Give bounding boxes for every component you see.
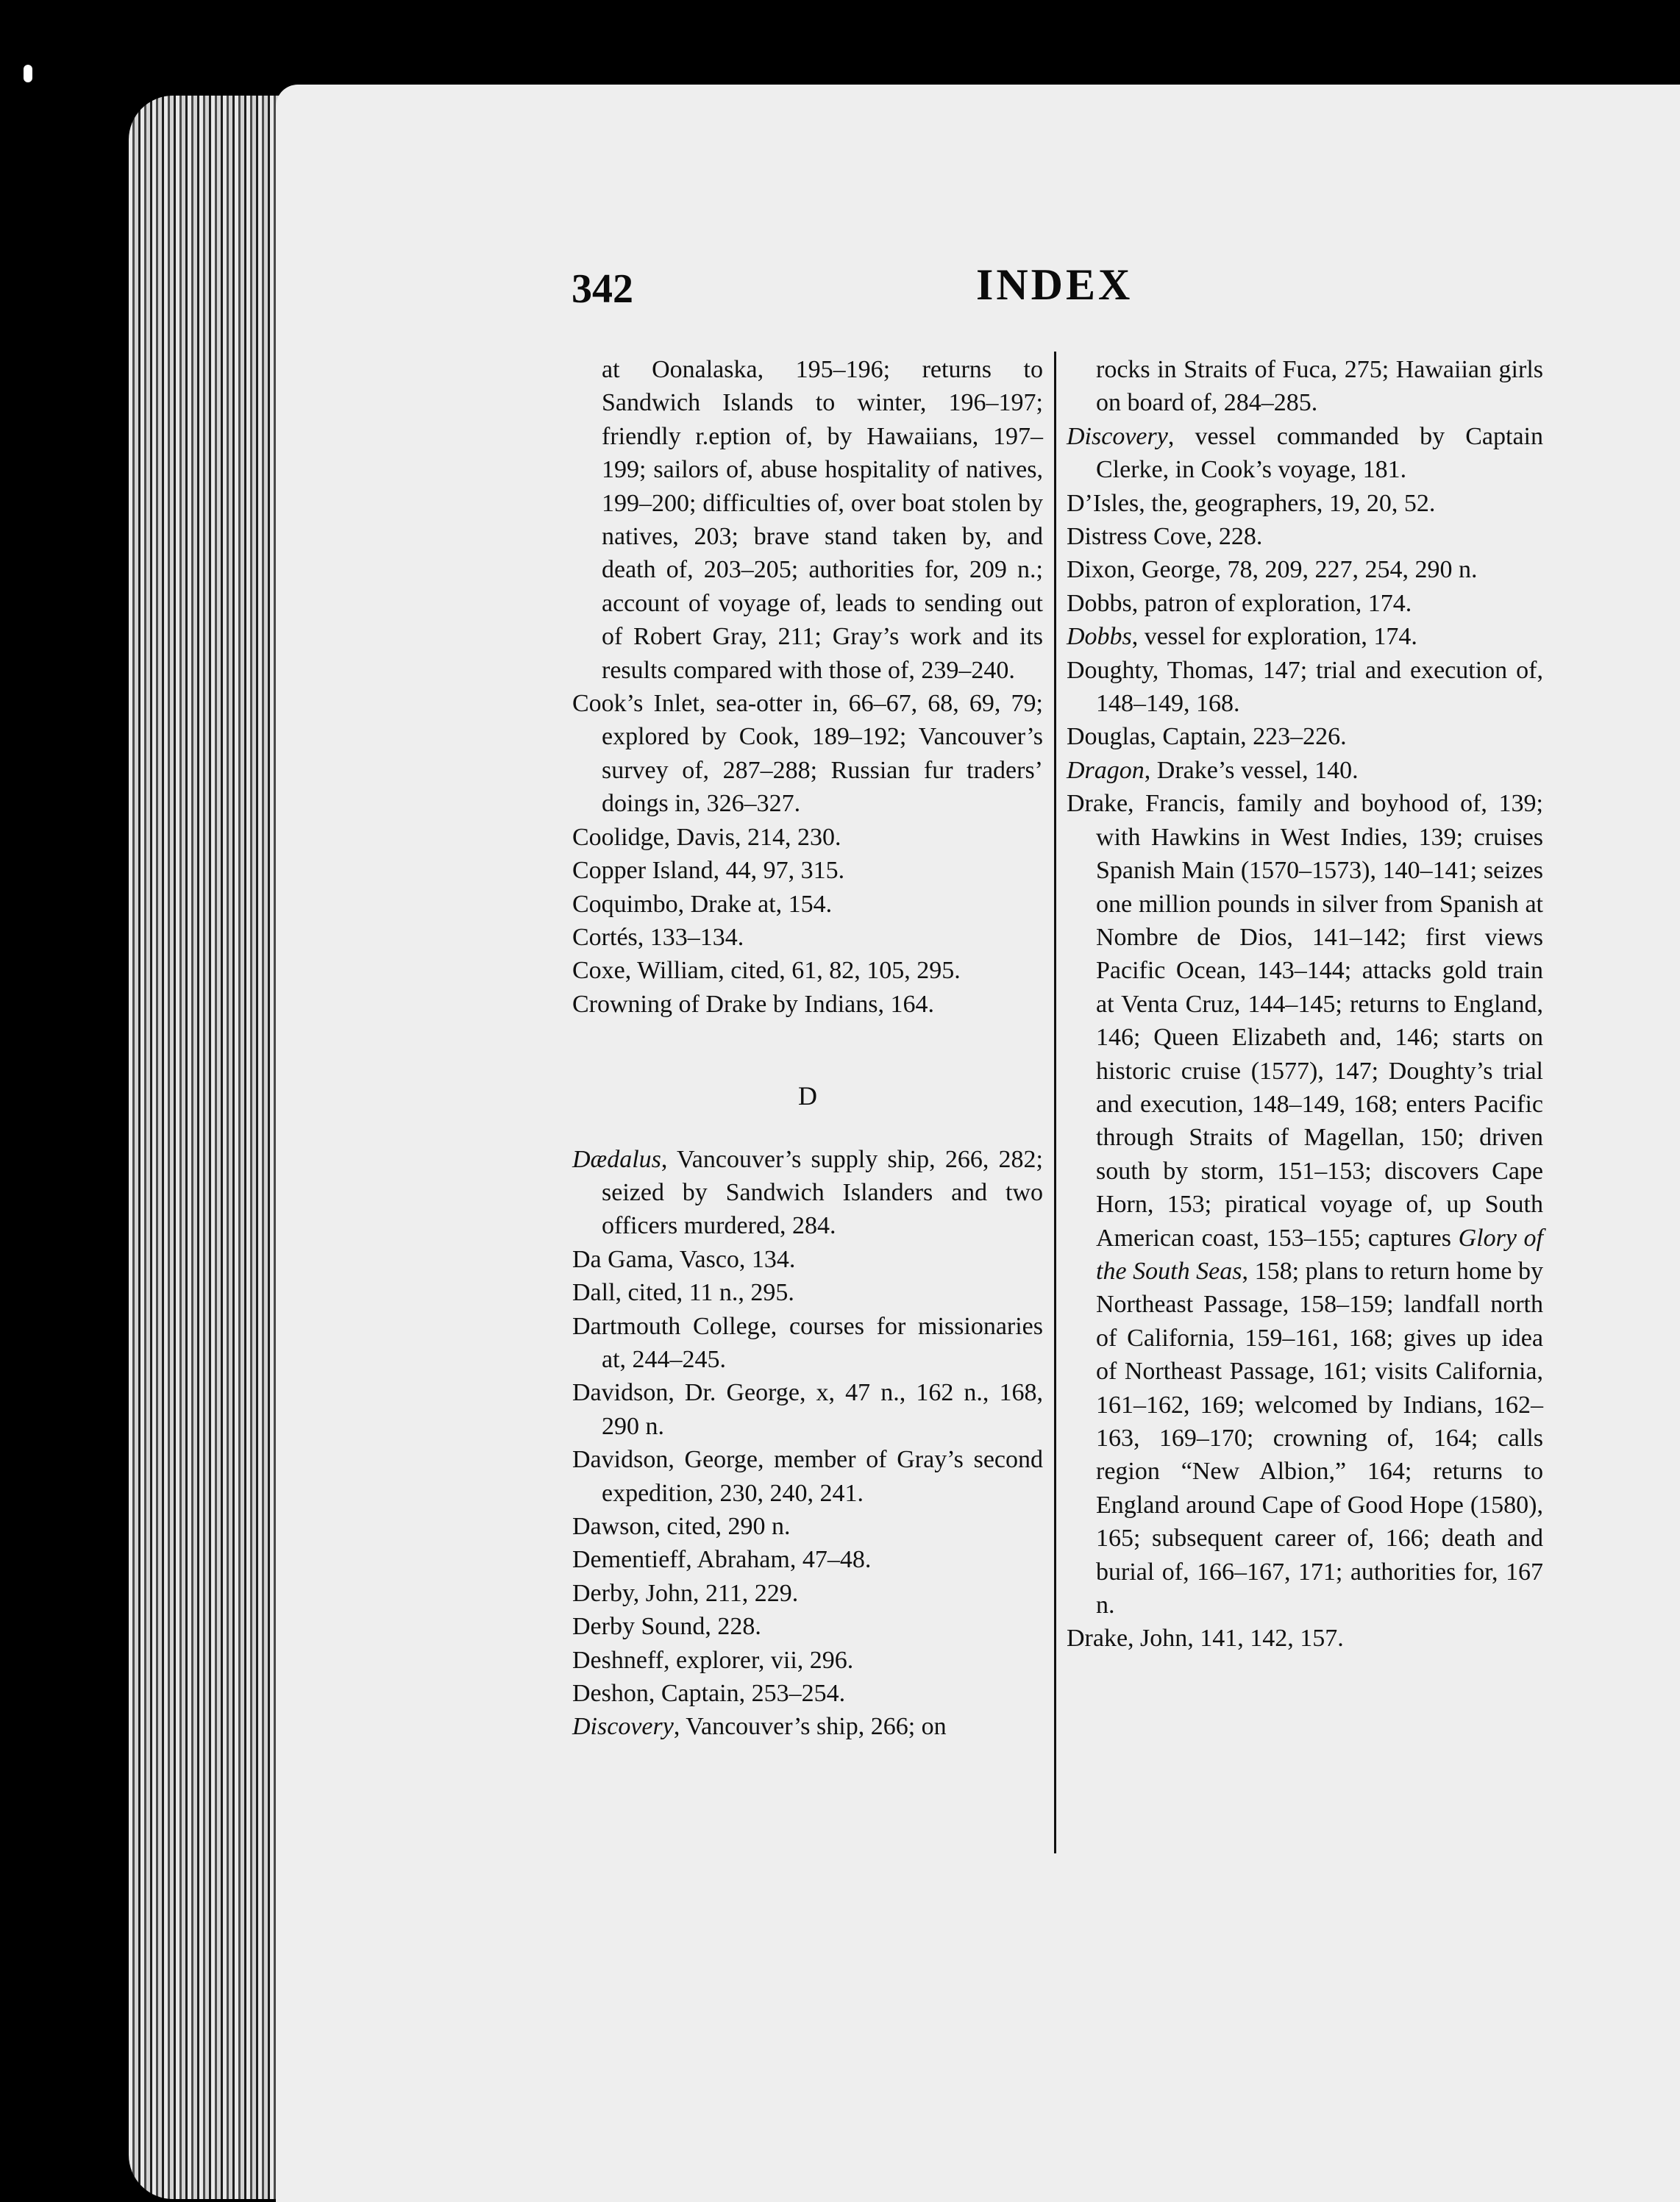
index-column-right [1067,353,1543,1656]
scan-speck [24,65,32,82]
index-entry-text: Dobbs, patron of exploration, 174. [1067,589,1412,617]
index-entry-italic-title: Dragon [1067,756,1145,784]
index-entry [572,921,1043,954]
index-entries-left [572,353,1043,1021]
index-entry [572,1577,1043,1610]
index-entry [572,988,1043,1021]
index-entry-text: , Vancouver’s supply ship, 266, 282; seized by Sandwich Islanders and two officers murdered, 284. [602,1145,1043,1240]
index-entry [572,353,1043,687]
index-entry [1067,420,1543,487]
index-entry-text: Distress Cove, 228. [1067,523,1263,551]
index-entry [572,1610,1043,1643]
index-entry-text: , vessel for exploration, 174. [1131,623,1417,651]
index-entry [572,1543,1043,1576]
index-entry [572,1276,1043,1309]
index-entry-text: Derby, John, 211, 229. [572,1579,799,1607]
index-entry [1067,553,1543,586]
index-entry-text: Derby Sound, 228. [572,1613,761,1641]
index-entry [572,1310,1043,1377]
index-entry-italic-title: Discovery [1067,422,1168,450]
index-entry [572,1376,1043,1443]
index-entry-text: , Drake’s vessel, 140. [1144,756,1359,784]
index-entry-text: rocks in Straits of Fuca, 275; Hawaiian girls on board of, 284–285. [1096,356,1543,417]
index-entry [572,854,1043,887]
index-entry [1067,1622,1543,1655]
index-entry-text: Da Gama, Vasco, 134. [572,1245,796,1273]
index-entry [1067,654,1543,721]
index-entry-text: Deshneff, explorer, vii, 296. [572,1646,854,1674]
index-entry-text: Copper Island, 44, 97, 315. [572,857,845,885]
index-entry-text: Drake, Francis, family and boyhood of, 139; with Hawkins in West Indies, 139; cruises Spanish Main (1570–1573), 140–141; seizes one million pounds in silver from Spanish at Nombre de Dios, 141–142; first views Pacific Ocean, 143–144; attacks gold train at Venta Cruz, 144–145; returns to England, 146; Queen Elizabeth and, 146; starts on historic cruise (1577), 147; Doughty’s trial and execution, 148–149, 168; enters Pacific through Straits of Magellan, 150; driven south by storm, 151–153; discovers Cape Horn, 153; piratical voyage of, up South American coast, 153–155; captures [1067,790,1543,1252]
section-letter: D [798,1081,817,1111]
index-entry-text: Coolidge, Davis, 214, 230. [572,823,841,851]
index-entry-text: Dementieff, Abraham, 47–48. [572,1546,872,1574]
index-entry [572,1443,1043,1510]
index-entries-d [572,1143,1043,1744]
index-entry [1067,353,1543,420]
index-entry-text: Doughty, Thomas, 147; trial and execution of, 148–149, 168. [1067,656,1543,718]
index-entry [1067,720,1543,753]
index-entry-text: Cortés, 133–134. [572,923,744,951]
index-entry [1067,787,1543,1622]
index-entry-text: Dixon, George, 78, 209, 227, 254, 290 n. [1067,556,1478,584]
index-entry-text: Davidson, Dr. George, x, 47 n., 162 n., 168, 290 n. [572,1379,1043,1440]
index-column-left [572,353,1043,1744]
index-entry [1067,754,1543,787]
index-entry-text: Cook’s Inlet, sea-otter in, 66–67, 68, 69, 79; explored by Cook, 189–192; Vancouver’s survey of, 287–288; Russian fur traders’ doings in, 326–327. [572,690,1043,818]
index-entry-text: Dartmouth College, courses for missionaries at, 244–245. [572,1312,1043,1373]
index-entry-text: Douglas, Captain, 223–226. [1067,723,1347,751]
index-entry-text: Drake, John, 141, 142, 157. [1067,1625,1344,1653]
index-entry [572,1710,1043,1743]
index-entry [572,888,1043,921]
index-entry [572,1243,1043,1276]
index-entry-text: , vessel commanded by Captain Clerke, in Cook’s voyage, 181. [1096,422,1543,484]
index-entry [572,1143,1043,1243]
index-entry-text: Dawson, cited, 290 n. [572,1513,791,1540]
index-entry-italic-title: Glory of the South Seas [1096,1224,1543,1285]
index-entry-text: Deshon, Captain, 253–254. [572,1680,846,1708]
index-entry [572,821,1043,854]
index-entry-text: , 158; plans to return home by Northeast Passage, 158–159; landfall north of California, 159–161, 168; gives up idea of Northeast Passage, 161; visits California, 161–162, 169; welcomed by Indians, 162–163, 169–170; crowning of, 164; calls region “New Albion,” 164; returns to England around Cape of Good Hope (1580), 165; subsequent career of, 166; death and burial of, 166–167, 171; authorities for, 167 n. [1096,1257,1543,1620]
index-entry [1067,487,1543,520]
index-entry [1067,587,1543,620]
index-entry-text: at Oonalaska, 195–196; returns to Sandwich Islands to winter, 196–197; friendly r.eption of, by Hawaiians, 197–199; sailors of, abuse hospitality of natives, 199–200; difficulties of, over boat stolen by natives, 203; brave stand taken by, and death of, 203–205; authorities for, 209 n.; account of voyage of, leads to sending out of Robert Gray, 211; Gray’s work and its results compared with those of, 239–240. [602,356,1043,684]
index-entry-text: Coquimbo, Drake at, 154. [572,890,833,918]
index-entry [572,687,1043,821]
index-entry [572,954,1043,987]
index-entry [1067,620,1543,653]
index-entries-right [1067,353,1543,1656]
index-entry-text: Crowning of Drake by Indians, 164. [572,990,934,1018]
page-title: INDEX [976,260,1133,309]
index-entry-text: D’Isles, the, geographers, 19, 20, 52. [1067,489,1436,517]
index-entry [1067,520,1543,553]
index-entry-italic-title: Discovery [572,1713,674,1741]
index-entry [572,1644,1043,1677]
page-number: 342 [572,266,633,312]
index-entry-italic-title: Dædalus [572,1145,661,1173]
book-page-edges [129,96,283,2199]
index-entry [572,1510,1043,1543]
column-divider [1054,352,1056,1853]
index-entry-text: Dall, cited, 11 n., 295. [572,1279,794,1307]
index-entry-text: , Vancouver’s ship, 266; on [673,1713,947,1741]
index-entry-text: Coxe, William, cited, 61, 82, 105, 295. [572,957,961,985]
index-entry-italic-title: Dobbs [1067,623,1132,651]
index-entry-text: Davidson, George, member of Gray’s second expedition, 230, 240, 241. [572,1446,1043,1507]
index-entry [572,1677,1043,1710]
